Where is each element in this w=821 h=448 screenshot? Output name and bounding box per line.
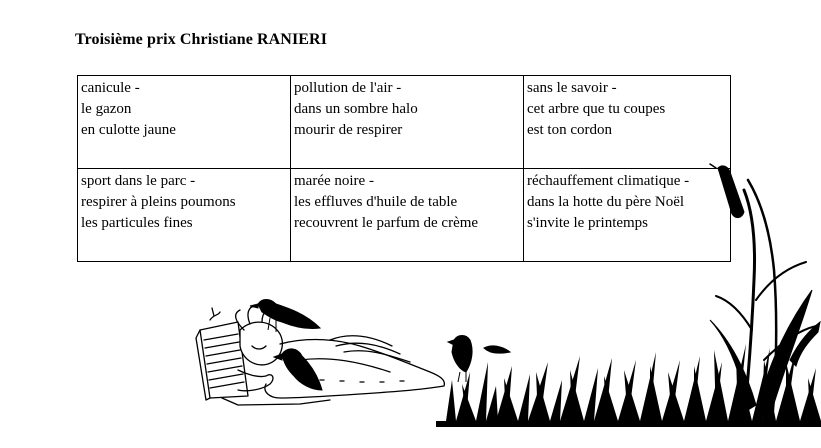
haiku-line: recouvrent le parfum de crème [294, 215, 479, 231]
haiku-line: dans la hotte du père Noël [527, 194, 685, 210]
haiku-line: s'invite le printemps [527, 215, 649, 231]
haiku-line: est ton cordon [527, 122, 612, 138]
haiku-line: sans le savoir - [527, 80, 617, 96]
haiku-line: le gazon [81, 101, 132, 117]
haiku-line: réchauffement climatique - [527, 173, 690, 189]
haiku-line: canicule - [81, 80, 140, 96]
page-title: Troisième prix Christiane RANIERI [75, 31, 328, 48]
crow-icon [274, 349, 322, 390]
haiku-line: en culotte jaune [81, 122, 176, 138]
haiku-line: cet arbre que tu coupes [527, 101, 666, 117]
haiku-line: marée noire - [294, 173, 374, 189]
haiku-line: les particules fines [81, 215, 193, 231]
haiku-line: respirer à pleins poumons [81, 194, 236, 210]
haiku-line: sport dans le parc - [81, 173, 196, 189]
haiku-line: dans un sombre halo [294, 101, 418, 117]
haiku-line: les effluves d'huile de table [294, 194, 458, 210]
cattail-icon [710, 164, 820, 421]
crow-icon [448, 336, 472, 383]
haiku-line: pollution de l'air - [294, 80, 402, 96]
crow-icon [484, 346, 510, 353]
grass-silhouette-icon [436, 344, 821, 427]
haiku-line: mourir de respirer [294, 122, 403, 138]
